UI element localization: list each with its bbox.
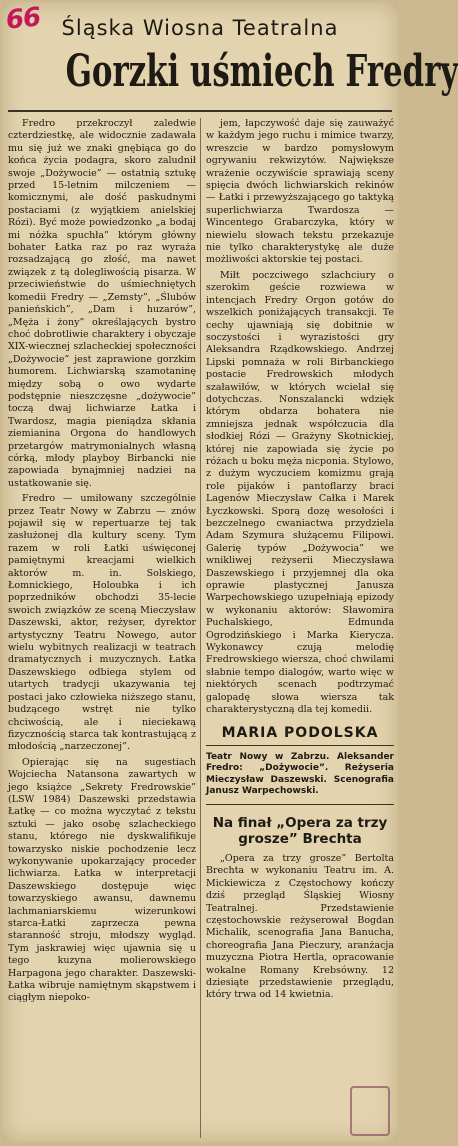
paragraph: Opierając się na sugestiach Wojciecha Natansona zawartych w jego książce „Sekrety Fredrowskie” (LSW 1984) Daszewski przedstawia Łatkę — co można wyczytać z tekstu sztuki — jako osobę szlacheckiego stanu, którego nie dyskwalifikuje towarzysko niskie pochodzenie lecz wykonywanie upokarzający proceder lichwiarza. Łatka w interpretacji Daszewskiego dostępuje więc towarzyskiego awansu, dawnemu lachmaniarskiemu wizerunkowi starca-Łatki zaprzecza pewna staranność stroju, młodszy wygląd. Tym jaskrawiej więc ujawnia się u tego kuzyna molierowskiego Harpagona jego charakter. Daszewski-Łatka wibruje namiętnym skąpstwem i ciągłym niepoko- <box>8 756 196 1004</box>
headline: Gorzki uśmiech Fredry <box>65 46 458 97</box>
handwritten-number: 66 <box>4 2 42 36</box>
column-divider <box>200 118 201 1138</box>
kicker: Śląska Wiosna Teatralna <box>61 16 339 40</box>
sidebar-text: „Opera za trzy grosze” Bertolta Brechta w wykonaniu Teatru im. A. Mickiewicza z Częstochowy kończy dziś przegląd Śląskiej Wiosny Teatralnej. Przedstawienie częstochowskie reżyserował Bogdan Michalik, scenografia Jana Banucha, choreografia Jana Pieczury, aranżacja muzyczna Piotra Hertla, opracowanie wokalne Romany Krebsówny. 12 dziesiąte przedstawienie przeglądu, który trwa od 14 kwietnia. <box>206 852 394 1001</box>
author-byline: MARIA PODOLSKA <box>221 724 379 741</box>
headline-rule <box>8 110 392 112</box>
divider <box>206 804 394 805</box>
paragraph: jem, łapczywość daje się zauważyć w każdym jego ruchu i mimice twarzy, wreszcie w bardzo pomysłowym ogrywaniu rekwizytów. Największe wrażenie oczywiście sprawiają sceny spięcia dwóch lichwiarskich rekinów — Łatki i przewyższającego go taktyką superlichwiarza Twardosza — Wincentego Grabarczyka, który w niewielu słowach tekstu przekazuje nie tylko charakterystykę ale duże możliwości aktorskie tej postaci. <box>206 118 394 266</box>
divider <box>206 745 394 746</box>
sidebar-title: Na finał „Opera za trzy grosze” Brechta <box>212 814 388 847</box>
paragraph: Fredro przekroczył zaledwie czterdziestkę, ale widocznie zadawała mu się już we znaki gnębiąca go do końca życia podagra, skoro zaludnił swoje „Dożywocie” — ostatnią sztukę przed 15-letnim milczeniem — komicznymi, ale dość paskudnymi postaciami (z wyjątkiem anielskiej Rózi). Być może powiedzonko „a bodaj mi nóżka spuchła” którym główny bohater Łatka raz po raz wyraża rozsadzającą go złość, ma nawet związek z tą dolegliwością pisarza. W przeciwieństwie do uśmiechniętych komedii Fredry — „Zemsty”, „Ślubów panieńskich”, „Dam i huzarów”, „Męża i żony” określających bystro choć dobrotliwie charaktery i obyczaje XIX-wiecznej szlacheckiej społeczności „Dożywocie” jest zaprawione gorzkim humorem. Lichwiarską szamotaninę między sobą o owo wydarte podstępnie nieszczęsne „dożywocie” toczą dwaj lichwiarze Łatka i Twardosz, magia pieniądza skłania ziemianina Orgona do handlowych przetargów matrymonialnych własną córką, młody playboy Birbancki nie zapowiada bynajmniej nadziei na ustatkowanie się. <box>8 118 196 489</box>
library-stamp-icon <box>350 1086 390 1136</box>
right-column <box>206 118 394 1002</box>
paragraph: Miłt poczciwego szlachciury o szerokim geście rozwiewa w intencjach Fredry Orgon gotów do wszelkich poniżających transakcji. Te cechy ujawniają się dobitnie w soczystości i wyrazistości gry Aleksandra Rządkowskiego. Andrzej Lipski pomnaża w roli Birbanckiego postacie Fredrowskich młodych szaławiłów, w których wcielał się dotychczas. Nonszalancki wdzięk którym obdarza bohatera nie zmniejsza jednak współczucia dla słodkiej Rózi — Grażyny Skotnickiej, której nie zapowiada się życie po różach u boku męża nicponia. Stylowo, z dużym wyczuciem komizmu grają role pijaków i pantoflarzy braci Lagenów Mieczysław Całka i Marek Łyczkowski. Sporą dozę wesołości i bezczelnego cwaniactwa przydziela Adam Szymura służącemu Filipowi. Galerię typów „Dożywocia” we wnikliwej reżyserii Mieczysława Daszewskiego i przyjemnej dla oka oprawie plastycznej Janusza Warpechowskiego uzupełniają epizody w wykonaniu aktorów: Sławomira Puchalskiego, Edmunda Ogrodzińskiego i Marka Kierycza. Wykonawcy czują melodię Fredrowskiego wiersza, choć chwilami słabnie tempo dialogów, warto więc w niektórych scenach podtrzymać galopadę słowa wiersza tak charakterystyczną dla tej komedii. <box>206 269 395 716</box>
paragraph: Fredro — umiłowany szczególnie przez Teatr Nowy w Zabrzu — znów pojawił się w repertuarze tej tak zasłużonej dla kultury sceny. Tym razem w roli Łatki uświęconej pamiętnymi kreacjami wielkich aktorów m. in. Solskiego, Łomnickiego, Holoubka i ich poprzedników obchodzi 35-lecie swoich związków ze sceną Mieczysław Daszewski, aktor, reżyser, dyrektor artystyczny Teatru Nowego, autor wielu wybitnych realizacji w teatrach dramatycznych i muzycznych. Łatka Daszewskiego odbiega stylem od utartych tradycji ukazywania tej postaci jako człowieka niższego stanu, budzącego wstręt nie tylko chciwością, ale i nieciekawą fizycznością starca tak kontrastującą z młodością „narzeczonej”. <box>8 493 196 753</box>
production-info: Teatr Nowy w Zabrzu. Aleksander Fredro: „Dożywocie”. Reżyseria Mieczysław Daszewski. Scenografia Janusz Warpechowski. <box>206 751 394 797</box>
newspaper-clipping <box>2 2 458 1142</box>
left-column <box>8 118 196 1005</box>
